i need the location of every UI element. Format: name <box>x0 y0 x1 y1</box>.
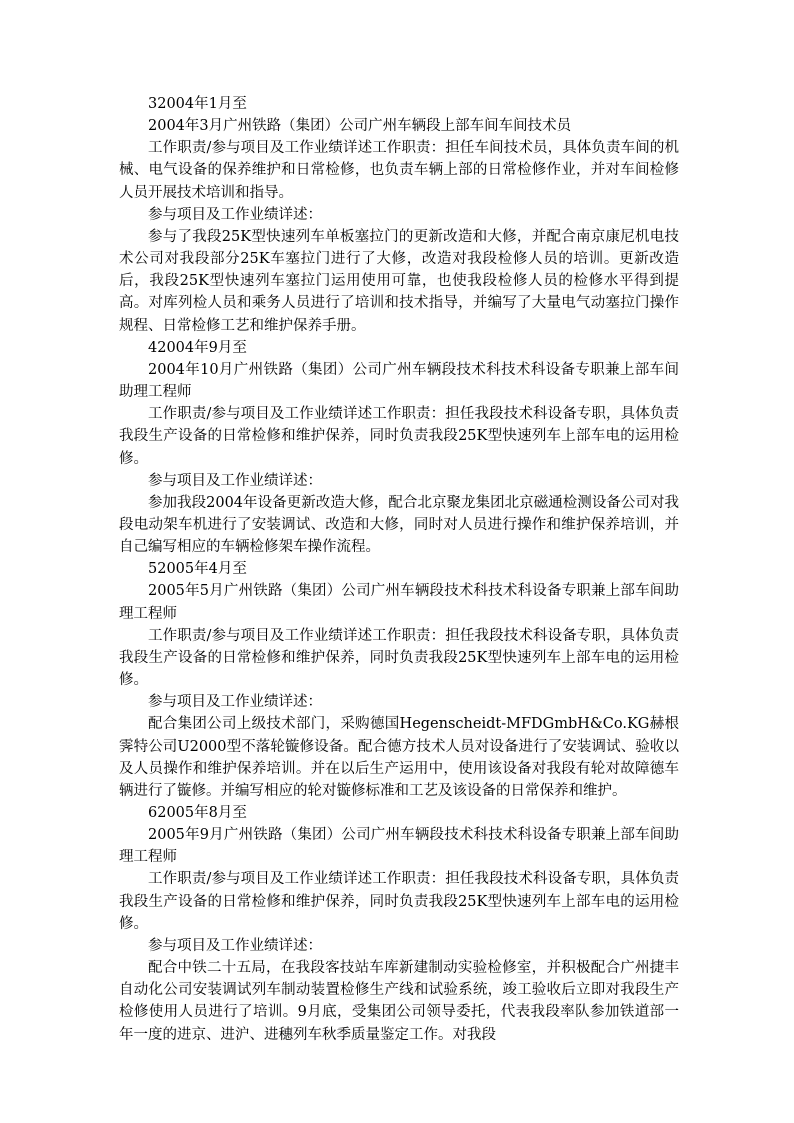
entry-6-end-and-position: 2005年9月广州铁路（集团）公司广州车辆段技术科技术科设备专职兼上部车间助理工程师 <box>119 827 679 866</box>
entry-5-start-date: 52005年4月至 <box>148 561 247 578</box>
entry-5-duties: 工作职责/参与项目及工作业绩详述工作职责：担任我段技术科设备专职，具体负责我段生产设备的日常检修和维护保养，同时负责我段25K型快速列车上部车电的运用检修。 <box>119 627 679 689</box>
entry-3-start-date: 32004年1月至 <box>148 96 247 112</box>
entry-4-end-and-position: 2004年10月广州铁路（集团）公司广州车辆段技术科技术科设备专职兼上部车间助理工程师 <box>119 361 679 401</box>
entry-6-projects-heading: 参与项目及工作业绩详述： <box>148 937 322 954</box>
entry-5-projects-detail: 配合集团公司上级技术部门，采购德国Hegenscheidt-MFDGmbH&Co.KG赫根霁特公司U2000型不落轮镟修设备。配合德方技术人员对设备进行了安装调试、验收以及人员操作和维护保养培训。并在以后生产运用中，使用该设备对我段有轮对故障德车辆进行了镟修。并编写相应的轮对镟修标准和工艺及该设备的日常保养和维护。 <box>119 716 679 799</box>
entry-4-start-date: 42004年9月至 <box>148 339 247 356</box>
entry-5-end-and-position: 2005年5月广州铁路（集团）公司广州车辆段技术科技术科设备专职兼上部车间助理工程师 <box>119 583 679 622</box>
entry-6-start-date: 62005年8月至 <box>148 805 247 821</box>
entry-3-duties: 工作职责/参与项目及工作业绩详述工作职责：担任车间技术员，具体负责车间的机械、电气设备的保养维护和日常检修，也负责车辆上部的日常检修作业，并对车间检修人员开展技术培训和指导。 <box>119 140 679 201</box>
entry-3-end-and-position: 2004年3月广州铁路（集团）公司广州车辆段上部车间车间技术员 <box>148 118 572 135</box>
entry-6-projects-detail: 配合中铁二十五局，在我段客技站车库新建制动实验检修室，并积极配合广州捷丰自动化公司安装调试列车制动装置检修生产线和试验系统，竣工验收后立即对我段生产检修使用人员进行了培训。9月底，受集团公司领导委托，代表我段率队参加铁道部一年一度的进京、进沪、进穗列车秋季质量鉴定工作。对我段 <box>119 960 679 1043</box>
entry-4-duties: 工作职责/参与项目及工作业绩详述工作职责：担任我段技术科设备专职，具体负责我段生产设备的日常检修和维护保养，同时负责我段25K型快速列车上部车电的运用检修。 <box>119 406 679 467</box>
entry-3-projects-heading: 参与项目及工作业绩详述： <box>148 206 322 223</box>
entry-6-duties: 工作职责/参与项目及工作业绩详述工作职责：担任我段技术科设备专职，具体负责我段生产设备的日常检修和维护保养，同时负责我段25K型快速列车上部车电的运用检修。 <box>119 871 679 932</box>
entry-4-projects-heading: 参与项目及工作业绩详述： <box>148 472 322 489</box>
entry-5-projects-heading: 参与项目及工作业绩详述： <box>148 694 322 711</box>
document-page <box>119 93 679 1046</box>
entry-3-projects-detail: 参与了我段25K型快速列车单板塞拉门的更新改造和大修，并配合南京康尼机电技术公司对我段部分25K车塞拉门进行了大修，改造对我段检修人员的培训。更新改造后，我段25K型快速列车塞拉门运用使用可靠，也使我段检修人员的检修水平得到提高。对库列检人员和乘务人员进行了培训和技术指导，并编写了大量电气动塞拉门操作规程、日常检修工艺和维护保养手册。 <box>119 228 679 334</box>
entry-4-projects-detail: 参加我段2004年设备更新改造大修，配合北京聚龙集团北京磁通检测设备公司对我段电动架车机进行了安装调试、改造和大修，同时对人员进行操作和维护保养培训，并自己编写相应的车辆检修架车操作流程。 <box>119 494 679 556</box>
